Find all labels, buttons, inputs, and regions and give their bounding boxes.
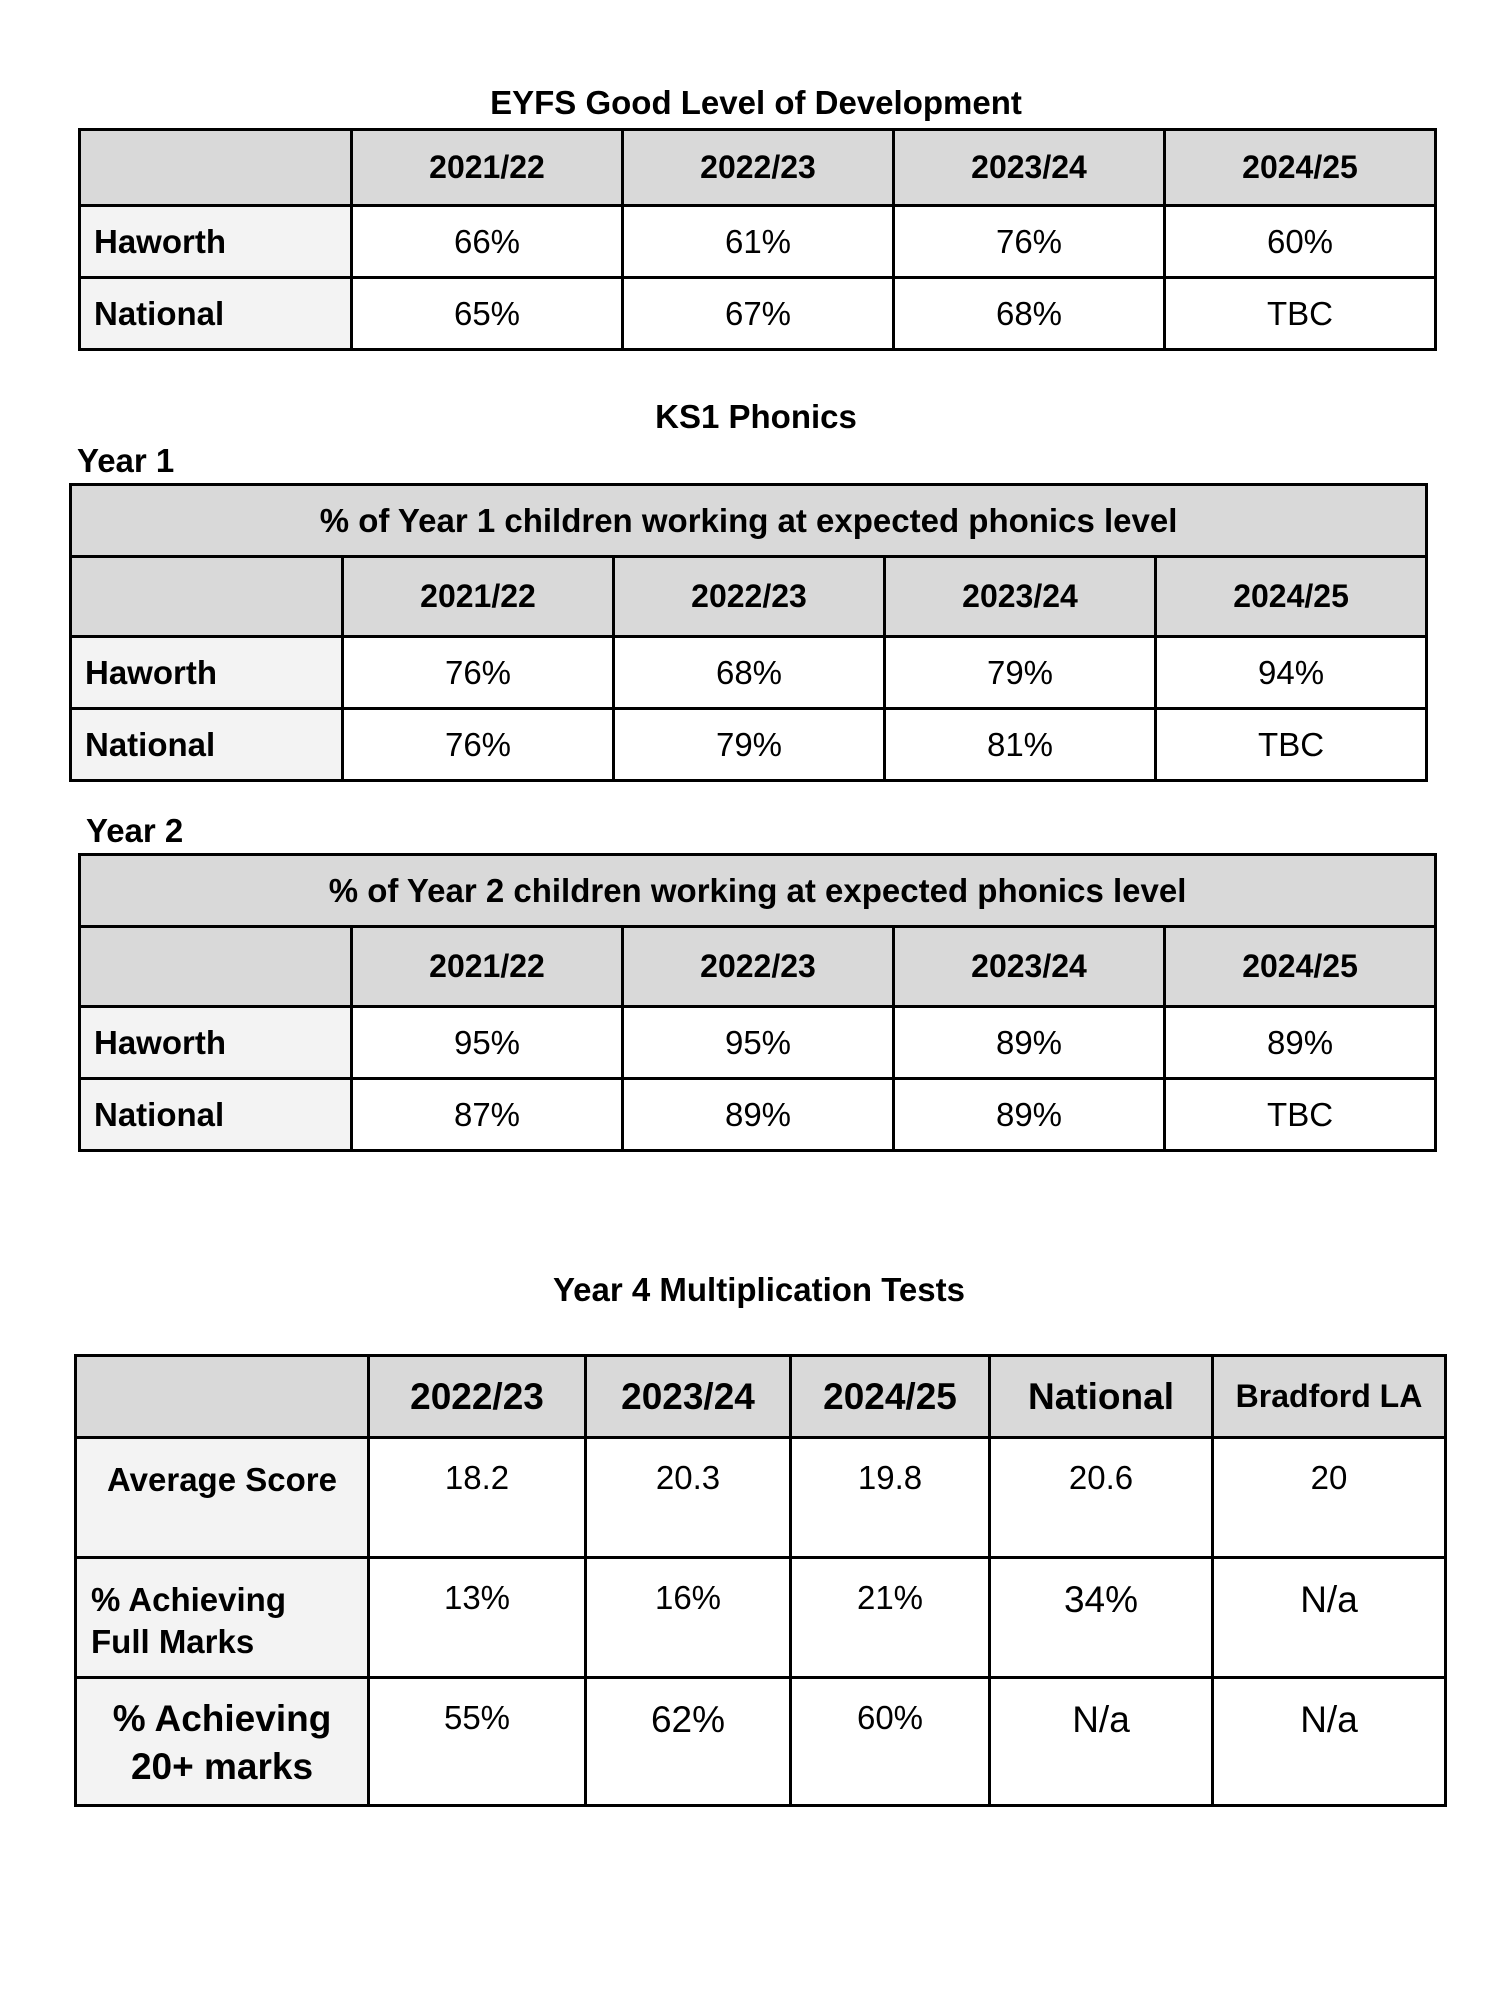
table-cell: 68% [894,278,1165,350]
table-cell: 94% [1156,637,1427,709]
table-cell: 67% [623,278,894,350]
table-cell: 20 [1213,1438,1446,1558]
year2-col-2024-25: 2024/25 [1165,927,1436,1007]
row-label [76,1678,369,1806]
table-cell: 60% [791,1678,990,1806]
table-cell: 95% [352,1007,623,1079]
mult-row-full-marks [76,1558,1446,1678]
table-cell: TBC [1165,1079,1436,1151]
mult-col-bradford-la: Bradford LA [1213,1356,1446,1438]
eyfs-header-row [80,130,1436,206]
eyfs-col-2021-22: 2021/22 [352,130,623,206]
row-label-line: 20+ marks [130,1746,314,1787]
year2-phonics-table [78,853,1437,1152]
table-cell: 16% [586,1558,791,1678]
mult-col-2022-23: 2022/23 [369,1356,586,1438]
table-cell: 62% [586,1678,791,1806]
year2-caption-row [80,855,1436,927]
mult-col-national: National [990,1356,1213,1438]
multiplication-header-row [76,1356,1446,1438]
table-cell: 20.6 [990,1438,1213,1558]
year1-label: Year 1 [77,442,175,479]
year1-corner-cell [71,557,343,637]
table-cell: 66% [352,206,623,278]
eyfs-table [78,128,1437,351]
table-cell: 55% [369,1678,586,1806]
multiplication-table [74,1354,1447,1807]
table-cell: 89% [1165,1007,1436,1079]
row-label: Haworth [71,637,343,709]
table-cell: 18.2 [369,1438,586,1558]
eyfs-row-national [80,278,1436,350]
year1-col-2022-23: 2022/23 [614,557,885,637]
row-label: National [80,1079,352,1151]
year2-col-2022-23: 2022/23 [623,927,894,1007]
multiplication-corner-cell [76,1356,369,1438]
row-label-line: Full Marks [91,1623,255,1660]
table-cell: N/a [1213,1558,1446,1678]
year1-phonics-table [69,483,1428,782]
table-cell: 21% [791,1558,990,1678]
table-cell: 95% [623,1007,894,1079]
row-label: National [80,278,352,350]
table-cell: 61% [623,206,894,278]
year2-corner-cell [80,927,352,1007]
mult-row-20-plus-marks [76,1678,1446,1806]
year2-col-2021-22: 2021/22 [352,927,623,1007]
year2-row-national [80,1079,1436,1151]
table-cell: 19.8 [791,1438,990,1558]
row-label-line: % Achieving [112,1698,332,1739]
eyfs-row-haworth [80,206,1436,278]
table-cell: 81% [885,709,1156,781]
table-cell: N/a [1213,1678,1446,1806]
table-cell: 68% [614,637,885,709]
table-cell: 87% [352,1079,623,1151]
row-label: Average Score [76,1438,369,1558]
mult-row-average-score [76,1438,1446,1558]
eyfs-col-2023-24: 2023/24 [894,130,1165,206]
mult-col-2023-24: 2023/24 [586,1356,791,1438]
table-cell: N/a [990,1678,1213,1806]
table-cell: 79% [885,637,1156,709]
table-cell: 79% [614,709,885,781]
year1-caption-row [71,485,1427,557]
eyfs-corner-cell [80,130,352,206]
multiplication-title: Year 4 Multiplication Tests [552,1271,965,1308]
row-label: Haworth [80,206,352,278]
year2-row-haworth [80,1007,1436,1079]
table-cell: 89% [894,1079,1165,1151]
year2-label: Year 2 [86,812,184,849]
table-cell: 89% [894,1007,1165,1079]
row-label: Haworth [80,1007,352,1079]
table-cell: 13% [369,1558,586,1678]
table-cell: 76% [343,709,614,781]
year1-col-2024-25: 2024/25 [1156,557,1427,637]
phonics-title: KS1 Phonics [655,398,857,435]
row-label: National [71,709,343,781]
year2-caption: % of Year 2 children working at expected phonics level [80,855,1436,927]
year1-header-row [71,557,1427,637]
table-cell: 76% [894,206,1165,278]
table-cell: 89% [623,1079,894,1151]
eyfs-col-2022-23: 2022/23 [623,130,894,206]
year2-col-2023-24: 2023/24 [894,927,1165,1007]
year1-row-haworth [71,637,1427,709]
table-cell: 60% [1165,206,1436,278]
table-cell: 76% [343,637,614,709]
row-label [76,1558,369,1678]
year1-row-national [71,709,1427,781]
mult-col-2024-25: 2024/25 [791,1356,990,1438]
year1-col-2021-22: 2021/22 [343,557,614,637]
eyfs-title: EYFS Good Level of Development [490,84,1022,121]
table-cell: TBC [1156,709,1427,781]
table-cell: 65% [352,278,623,350]
year1-caption: % of Year 1 children working at expected phonics level [71,485,1427,557]
year2-header-row [80,927,1436,1007]
table-cell: 34% [990,1558,1213,1678]
table-cell: TBC [1165,278,1436,350]
row-label-line: % Achieving [91,1581,286,1618]
year1-col-2023-24: 2023/24 [885,557,1156,637]
table-cell: 20.3 [586,1438,791,1558]
eyfs-col-2024-25: 2024/25 [1165,130,1436,206]
